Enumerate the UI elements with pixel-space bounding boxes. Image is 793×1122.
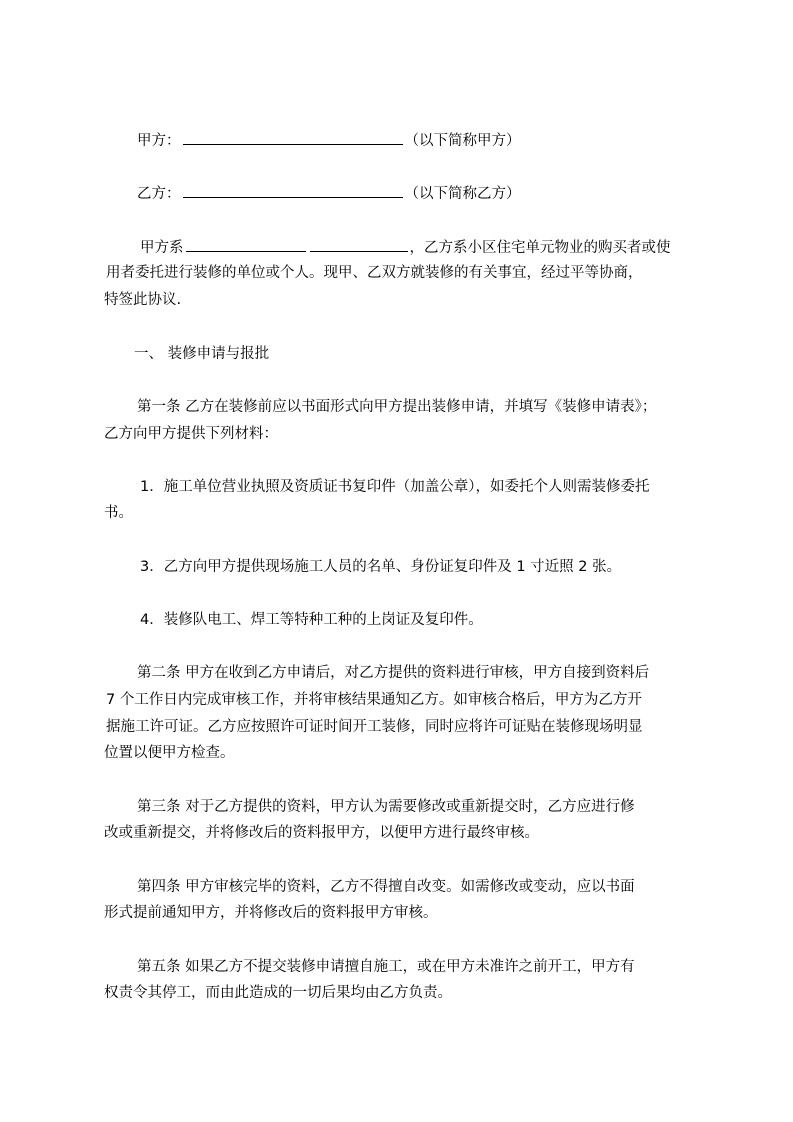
article-5-line-1: 第五条 如果乙方不提交装修申请擅自施工，或在甲方未准许之前开工，甲方有	[137, 959, 635, 975]
item-3-line-1: 3．乙方向甲方提供现场施工人员的名单、身份证复印件及 1 寸近照 2 张。	[140, 559, 622, 575]
party-b-line	[137, 183, 521, 204]
item-1-line-2: 书。	[104, 505, 133, 521]
intro-blank-1	[186, 237, 306, 252]
article-4-line-2: 形式提前通知甲方，并将修改后的资料报甲方审核。	[104, 905, 438, 921]
intro-blank-2	[310, 237, 408, 252]
party-a-line	[137, 130, 521, 151]
intro-line-2: 用者委托进行装修的单位或个人。现甲、乙双方就装修的有关事宜，经过平等协商，	[106, 265, 643, 281]
article-1-line-2: 乙方向甲方提供下列材料：	[104, 426, 278, 442]
item-4-line-1: 4．装修队电工、焊工等特种工种的上岗证及复印件。	[140, 612, 483, 628]
party-b-note: （以下简称乙方）	[404, 186, 521, 202]
article-2-line-2: 7 个工作日内完成审核工作，并将审核结果通知乙方。如审核合格后，甲方为乙方开	[106, 692, 642, 708]
article-4-line-1: 第四条 甲方审核完毕的资料，乙方不得擅自改变。如需修改或变动，应以书面	[137, 879, 635, 895]
section-1-title: 一、 装修申请与报批	[134, 346, 270, 362]
intro-suffix: ，乙方系小区住宅单元物业的购买者或使	[409, 240, 671, 256]
party-b-blank	[183, 183, 403, 198]
intro-line-3: 特签此协议.	[104, 292, 182, 308]
article-2-line-3: 据施工许可证。乙方应按照许可证时间开工装修，同时应将许可证贴在装修现场明显	[106, 719, 643, 735]
intro-line-1	[140, 237, 671, 258]
party-a-note: （以下简称甲方）	[404, 133, 521, 149]
item-1-line-1: 1．施工单位营业执照及资质证书复印件（加盖公章），如委托个人则需装修委托	[140, 479, 650, 495]
party-b-label: 乙方：	[137, 186, 181, 202]
article-3-line-1: 第三条 对于乙方提供的资料，甲方认为需要修改或重新提交时，乙方应进行修	[137, 799, 635, 815]
article-5-line-2: 权责令其停工，而由此造成的一切后果均由乙方负责。	[104, 985, 452, 1001]
article-2-line-1: 第二条 甲方在收到乙方申请后，对乙方提供的资料进行审核，甲方自接到资料后	[137, 665, 650, 681]
party-a-blank	[183, 130, 403, 145]
article-1-line-1: 第一条 乙方在装修前应以书面形式向甲方提出装修申请，并填写《装修申请表》；	[137, 399, 657, 415]
article-2-line-4: 位置以便甲方检查。	[104, 745, 235, 761]
article-3-line-2: 改或重新提交，并将修改后的资料报甲方，以便甲方进行最终审核。	[104, 825, 539, 841]
party-a-label: 甲方：	[137, 133, 181, 149]
intro-prefix: 甲方系	[140, 240, 184, 256]
